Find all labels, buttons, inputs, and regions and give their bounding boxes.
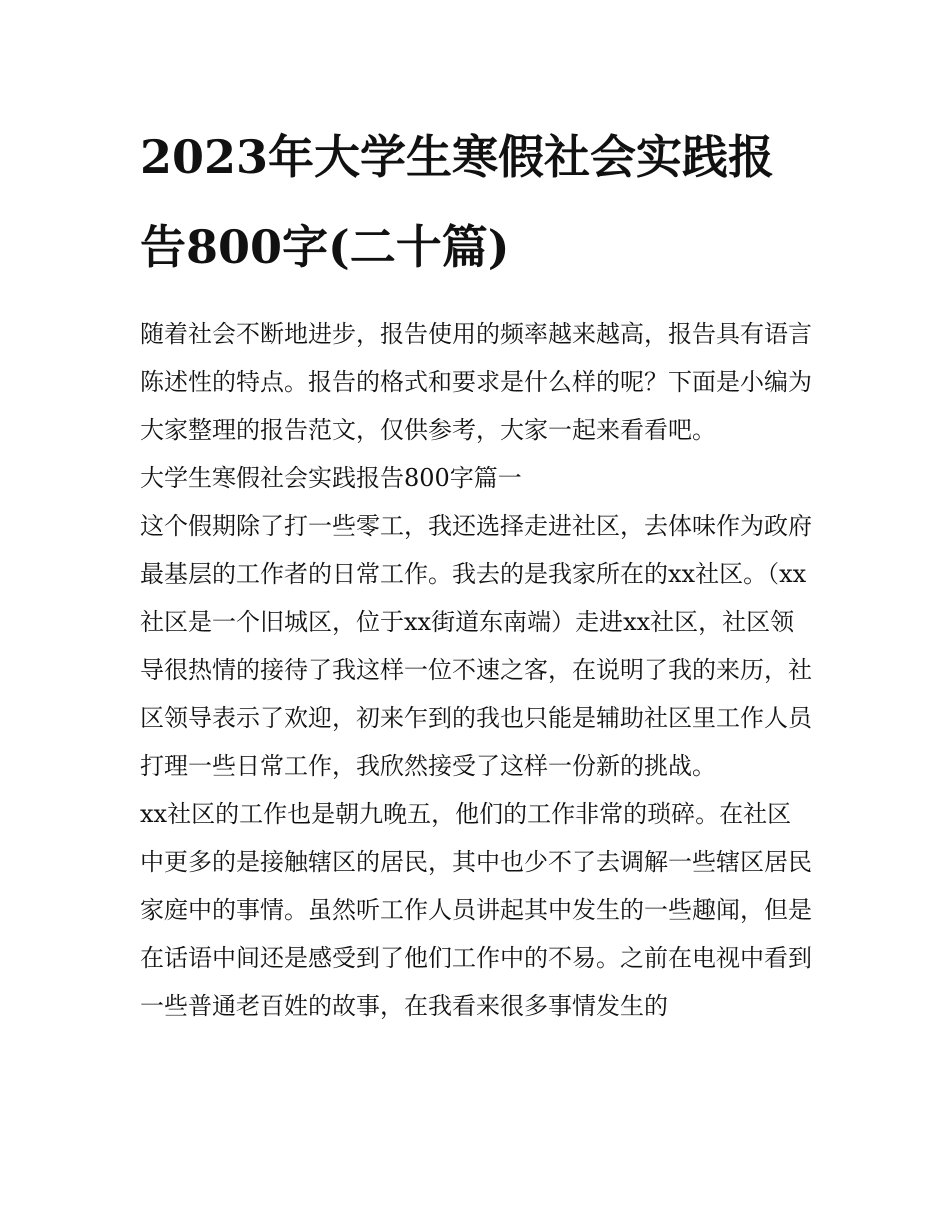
body-paragraph: xx社区的工作也是朝九晚五，他们的工作非常的琐碎。在社区中更多的是接触辖区的居民，其中也少不了去调解一些辖区居民家庭中的事情。虽然听工作人员讲起其中发生的一些趣闻，但是在话语中间还是感受到了他们工作中的不易。之前在电视中看到一些普通老百姓的故事，在我看来很多事情发生的 (140, 800, 812, 1020)
document-body (140, 112, 812, 1030)
document-title: 2023年大学生寒假社会实践报告800字(二十篇) (140, 130, 775, 274)
body-paragraph: 这个假期除了打一些零工，我还选择走进社区，去体味作为政府最基层的工作者的日常工作。我去的是我家所在的xx社区。（xx社区是一个旧城区，位于xx街道东南端）走进xx社区，社区领导很热情的接待了我这样一位不速之客，在说明了我的来历，社区领导表示了欢迎，初来乍到的我也只能是辅助社区里工作人员打理一些日常工作，我欣然接受了这样一份新的挑战。 (140, 512, 812, 780)
intro-paragraph: 随着社会不断地进步，报告使用的频率越来越高，报告具有语言陈述性的特点。报告的格式和要求是什么样的呢？下面是小编为大家整理的报告范文，仅供参考，大家一起来看看吧。 (140, 320, 812, 444)
section-heading: 大学生寒假社会实践报告800字篇一 (140, 464, 522, 492)
